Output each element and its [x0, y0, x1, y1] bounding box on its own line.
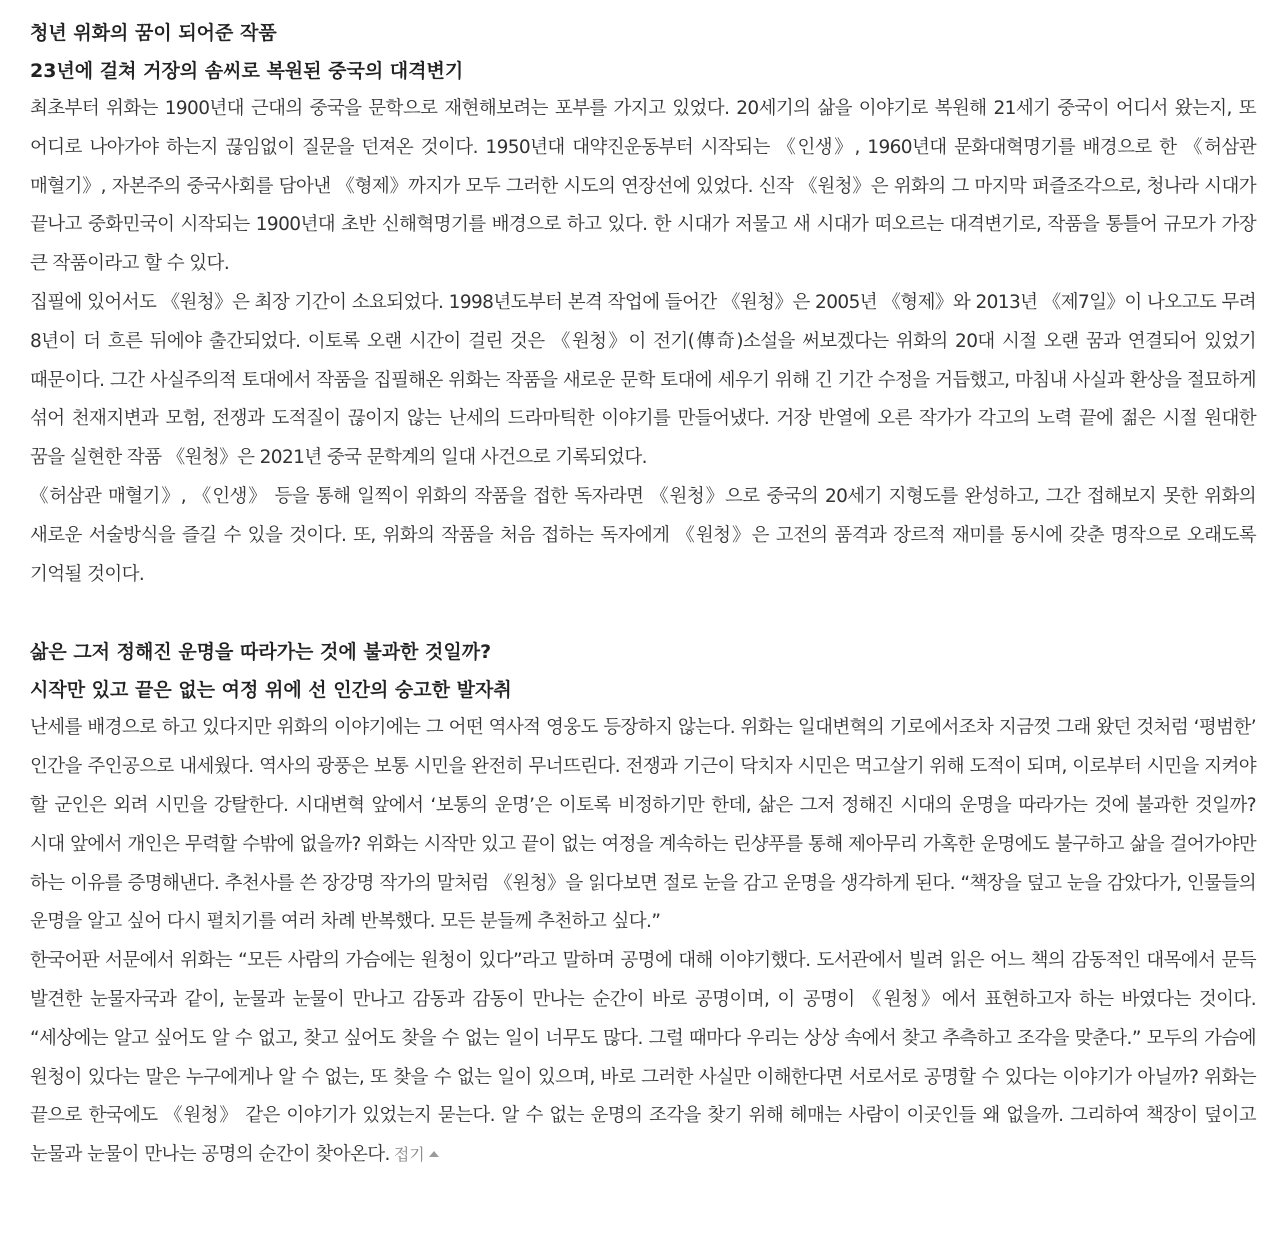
- section-spacer: [30, 594, 1256, 633]
- section-heading: 청년 위화의 꿈이 되어준 작품: [30, 22, 277, 44]
- fold-button[interactable]: [394, 1145, 439, 1164]
- paragraph-text: 한국어판 서문에서 위화는 “모든 사람의 가슴에는 원청이 있다”라고 말하며 공명에 대해 이야기했다. 도서관에서 빌려 읽은 어느 책의 감동적인 대목에서 문득 발견한 눈물자국과 같이, 눈물과 눈물이 만나고 감동과 감동이 만나는 순간이 바로 공명이며, 이 공명이 《원청》에서 표현하고자 하는 바였다는 것이다. “세상에는 알고 싶어도 알 수 없고, 찾고 싶어도 찾을 수 없는 일이 너무도 많다. 그럴 때마다 우리는 상상 속에서 찾고 추측하고 조각을 맞춘다.” 모두의 가슴에 원청이 있다는 말은 누구에게나 알 수 없는, 또 찾을 수 없는 일이 있으며, 바로 그러한 사실만 이해한다면 서로서로 공명할 수 있다는 이야기가 아닐까? 위화는 끝으로 한국에도 《원청》 같은 이야기가 있었는지 묻는다. 알 수 없는 운명의 조각을 찾기 위해 헤매는 사람이 이곳인들 왜 없을까. 그리하여 책장이 덮이고 눈물과 눈물이 만나는 공명의 순간이 찾아온다.: [30, 950, 1256, 1166]
- paragraph: 최초부터 위화는 1900년대 근대의 중국을 문학으로 재현해보려는 포부를 가지고 있었다. 20세기의 삶을 이야기로 복원해 21세기 중국이 어디서 왔는지, 또 어디로 나아가야 하는지 끊임없이 질문을 던져온 것이다. 1950년대 대약진운동부터 시작되는 《인생》, 1960년대 문화대혁명기를 배경으로 한 《허삼관 매혈기》, 자본주의 중국사회를 담아낸 《형제》까지가 모두 그러한 시도의 연장선에 있었다. 신작 《원청》은 위화의 그 마지막 퍼즐조각으로, 청나라 시대가 끝나고 중화민국이 시작되는 1900년대 초반 신해혁명기를 배경으로 하고 있다. 한 시대가 저물고 새 시대가 떠오르는 대격변기로, 작품을 통틀어 규모가 가장 큰 작품이라고 할 수 있다.: [30, 98, 1256, 275]
- section-heading: 삶은 그저 정해진 운명을 따라가는 것에 불과한 것일까?: [30, 641, 492, 664]
- paragraph-last: [30, 942, 1256, 1175]
- theme-section: [30, 633, 1256, 1175]
- book-description: [30, 14, 1256, 1175]
- paragraph: 집필에 있어서도 《원청》은 최장 기간이 소요되었다. 1998년도부터 본격 작업에 들어간 《원청》은 2005년 《형제》와 2013년 《제7일》이 나오고도 무려 8년이 더 흐른 뒤에야 출간되었다. 이토록 오랜 시간이 걸린 것은 《원청》이 전기(傳奇)소설을 써보겠다는 위화의 20대 시절 오랜 꿈과 연결되어 있었기 때문이다. 그간 사실주의적 토대에서 작품을 집필해온 위화는 작품을 새로운 문학 토대에 세우기 위해 긴 기간 수정을 거듭했고, 마침내 사실과 환상을 절묘하게 섞어 천재지변과 모험, 전쟁과 도적질이 끊이지 않는 난세의 드라마틱한 이야기를 만들어냈다. 거장 반열에 오른 작가가 각고의 노력 끝에 젊은 시절 원대한 꿈을 실현한 작품 《원청》은 2021년 중국 문학계의 일대 사건으로 기록되었다.: [30, 291, 1256, 469]
- paragraph: 《허삼관 매혈기》, 《인생》 등을 통해 일찍이 위화의 작품을 접한 독자라면 《원청》으로 중국의 20세기 지형도를 완성하고, 그간 접해보지 못한 위화의 새로운 서술방식을 즐길 수 있을 것이다. 또, 위화의 작품을 처음 접하는 독자에게 《원청》은 고전의 품격과 장르적 재미를 동시에 갖춘 명작으로 오래도록 기억될 것이다.: [30, 485, 1256, 585]
- section-subheading: 23년에 걸쳐 거장의 솜씨로 복원된 중국의 대격변기: [30, 60, 464, 82]
- paragraph: 난세를 배경으로 하고 있다지만 위화의 이야기에는 그 어떤 역사적 영웅도 등장하지 않는다. 위화는 일대변혁의 기로에서조차 지금껏 그래 왔던 것처럼 ‘평범한’ 인간을 주인공으로 내세웠다. 역사의 광풍은 보통 시민을 완전히 무너뜨린다. 전쟁과 기근이 닥치자 시민은 먹고살기 위해 도적이 되며, 이로부터 시민을 지켜야 할 군인은 외려 시민을 강탈한다. 시대변혁 앞에서 ‘보통의 운명’은 이토록 비정하기만 한데, 삶은 그저 정해진 시대의 운명을 따라가는 것에 불과한 것일까? 시대 앞에서 개인은 무력할 수밖에 없을까? 위화는 시작만 있고 끝이 없는 여정을 계속하는 린샹푸를 통해 제아무리 가혹한 운명에도 불구하고 삶을 걸어가야만 하는 이유를 증명해낸다. 추천사를 쓴 장강명 작가의 말처럼 《원청》을 읽다보면 절로 눈을 감고 운명을 생각하게 된다. “책장을 덮고 눈을 감았다가, 인물들의 운명을 알고 싶어 다시 펼치기를 여러 차례 반복했다. 모든 분들께 추천하고 싶다.”: [30, 717, 1256, 933]
- section-subheading: 시작만 있고 끝은 없는 여정 위에 선 인간의 숭고한 발자취: [30, 679, 512, 702]
- intro-section: [30, 14, 1256, 594]
- triangle-up-icon[interactable]: [429, 1151, 439, 1157]
- fold-label[interactable]: 접기: [393, 1145, 425, 1165]
